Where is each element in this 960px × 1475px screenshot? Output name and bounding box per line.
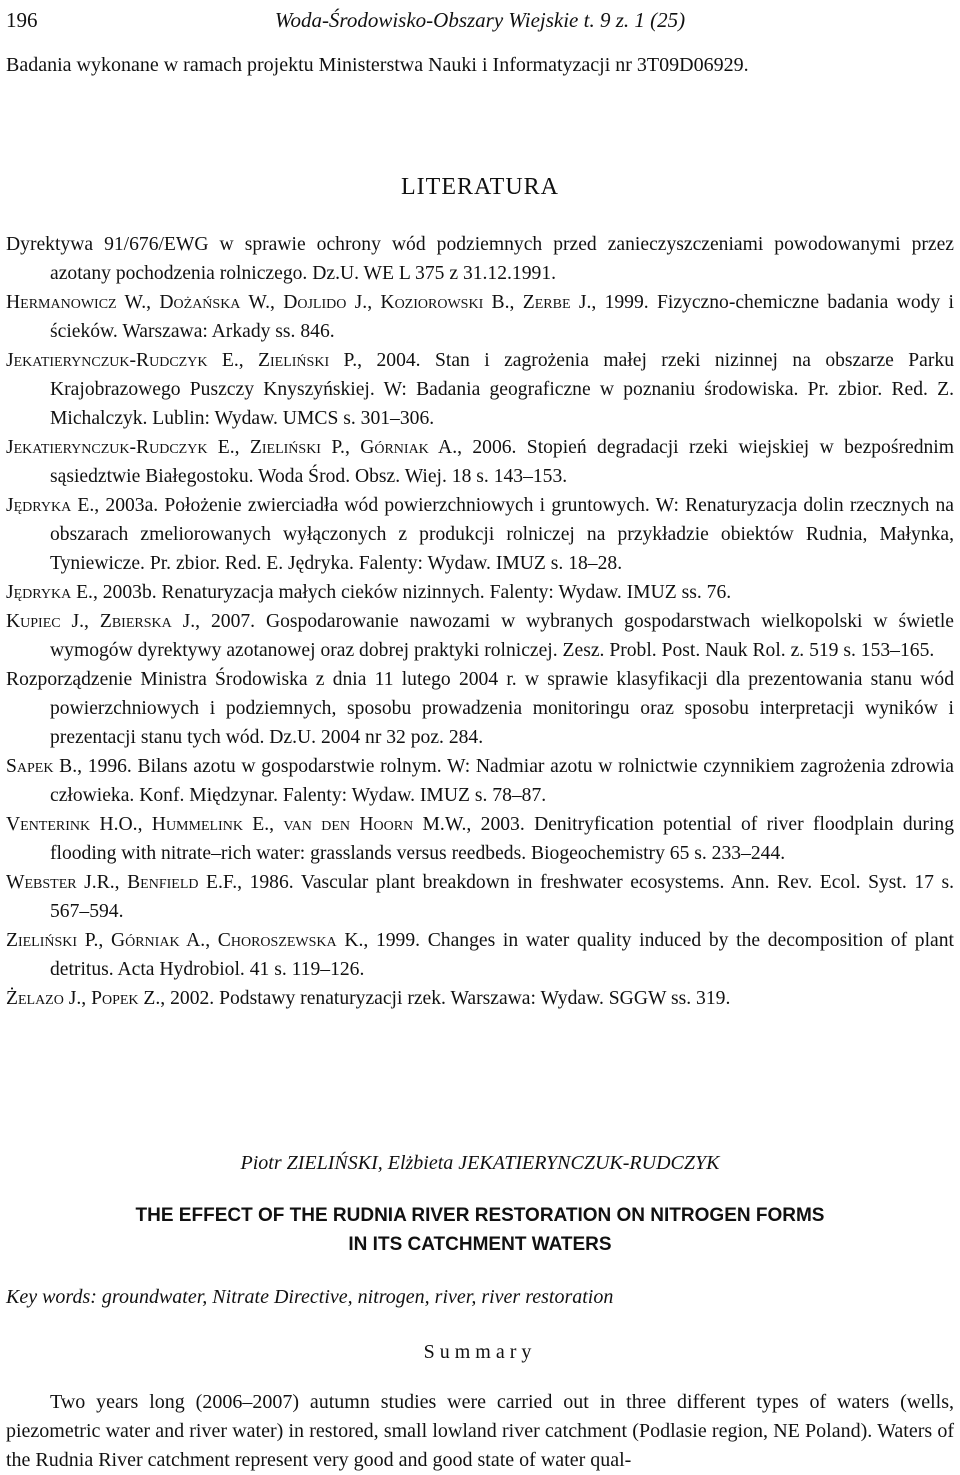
running-header <box>6 4 954 38</box>
reference-item <box>6 926 954 984</box>
reference-authors: Jędryka E. <box>6 582 93 603</box>
summary-heading: Summary <box>423 1341 537 1363</box>
reference-list <box>6 230 954 1013</box>
reference-details: , 1986. Vascular plant breakdown in freshwater ecosystems. Ann. Rev. Ecol. Syst. 17 s. 567–594. <box>50 872 954 922</box>
reference-details: , 2003. Denitryfication potential of river floodplain during flooding with nitrate–rich water: grasslands versus reedbeds. Biogeochemistry 65 s. 233–244. <box>50 814 954 864</box>
reference-details: , 1999. Changes in water quality induced by the decomposition of plant detritus. Acta Hydrobiol. 41 s. 119–126. <box>50 930 954 980</box>
reference-authors: Jędryka E. <box>6 495 95 516</box>
reference-details: , 2006. Stopień degradacji rzeki wiejskiej w bezpośrednim sąsiedztwie Białegostoku. Woda Środ. Obsz. Wiej. 18 s. 143–153. <box>50 437 954 487</box>
reference-details: , 2004. Stan i zagrożenia małej rzeki nizinnej na obszarze Parku Krajobrazowego Puszczy Knyszyńskiej. W: Badania geograficzne w poznaniu środowiska. Pr. zbior. Red. Z. Michalczyk. Lublin: Wydaw. UMCS s. 301–306. <box>50 350 954 429</box>
literature-heading: LITERATURA <box>401 174 559 200</box>
summary-text: Two years long (2006–2007) autumn studies were carried out in three different types of waters (wells, piezometric water and river water) in restored, small lowland river catchment (Podlasie region, NE Poland). Waters of the Rudnia River catchment represent very good and good state of water qual- <box>6 1391 954 1471</box>
english-title-line-1: THE EFFECT OF THE RUDNIA RIVER RESTORATION ON NITROGEN FORMS <box>135 1205 825 1226</box>
reference-item <box>6 578 954 607</box>
reference-details: , 1999. Fizyczno-chemiczne badania wody i ścieków. Warszawa: Arkady ss. 846. <box>50 292 954 342</box>
reference-item <box>6 433 954 491</box>
reference-item <box>6 752 954 810</box>
reference-authors: Sapek B. <box>6 756 78 777</box>
english-authors: Piotr ZIELIŃSKI, Elżbieta JEKATIERYNCZUK-RUDCZYK <box>240 1152 720 1174</box>
reference-item <box>6 868 954 926</box>
reference-details: , 2003b. Renaturyzacja małych cieków nizinnych. Falenty: Wydaw. IMUZ ss. 76. <box>92 582 732 603</box>
reference-authors: Jekatierynczuk-Rudczyk E., Zieliński P., Górniak A. <box>6 437 458 458</box>
reference-details: , 2003a. Położenie zwierciadła wód powierzchniowych i gruntowych. W: Renaturyzacja dolin rzecznych na obszarach zmeliorowanych wyłączonych z produkcji rolniczej na przykładzie obiektów Rudnia, Małynka, Tyniewicze. Pr. zbior. Red. E. Jędryka. Falenty: Wydaw. IMUZ s. 18–28. <box>50 495 954 574</box>
reference-item <box>6 665 954 752</box>
reference-authors: Webster J.R., Benfield E.F. <box>6 872 238 893</box>
reference-authors: Kupiec J., Zbierska J. <box>6 611 196 632</box>
reference-item <box>6 230 954 288</box>
english-title-line-2: IN ITS CATCHMENT WATERS <box>348 1234 612 1255</box>
reference-item <box>6 346 954 433</box>
english-title <box>0 1201 960 1259</box>
reference-authors: Żelazo J., Popek Z. <box>6 988 161 1009</box>
funding-acknowledgement: Badania wykonane w ramach projektu Ministerstwa Nauki i Informatyzacji nr 3T09D06929. <box>6 54 749 76</box>
reference-authors: Hermanowicz W., Dożańska W., Dojlido J., Koziorowski B., Zerbe J. <box>6 292 592 313</box>
reference-item <box>6 491 954 578</box>
keywords: Key words: groundwater, Nitrate Directive, nitrogen, river, river restoration <box>6 1286 614 1308</box>
reference-item <box>6 607 954 665</box>
journal-title: Woda-Środowisko-Obszary Wiejskie t. 9 z. 1 (25) <box>274 8 686 32</box>
reference-details: Rozporządzenie Ministra Środowiska z dnia 11 lutego 2004 r. w sprawie klasyfikacji dla prezentowania stanu wód powierzchniowych i podziemnych, sposobu prowadzenia monitoringu oraz sposobu interpretacji wyników i prezentacji stanu tych wód. Dz.U. 2004 nr 32 poz. 284. <box>6 669 954 748</box>
reference-details: , 2007. Gospodarowanie nawozami w wybranych gospodarstwach wielkopolski w świetle wymogów dyrektywy azotanowej oraz dobrej praktyki rolniczej. Zesz. Probl. Post. Nauk Rol. z. 519 s. 153–165. <box>50 611 954 661</box>
reference-details: Dyrektywa 91/676/EWG w sprawie ochrony wód podziemnych przed zanieczyszczeniami powodowanymi przez azotany pochodzenia rolniczego. Dz.U. WE L 375 z 31.12.1991. <box>6 234 954 284</box>
reference-authors: Jekatierynczuk-Rudczyk E., Zieliński P. <box>6 350 358 371</box>
reference-authors: Venterink H.O., Hummelink E., van den Hoorn M.W. <box>6 814 467 835</box>
reference-item <box>6 288 954 346</box>
reference-details: , 1996. Bilans azotu w gospodarstwie rolnym. W: Nadmiar azotu w rolnictwie czynnikiem zagrożenia zdrowia człowieka. Konf. Międzynar. Falenty: Wydaw. IMUZ s. 78–87. <box>50 756 954 806</box>
reference-details: , 2002. Podstawy renaturyzacji rzek. Warszawa: Wydaw. SGGW ss. 319. <box>160 988 731 1009</box>
reference-item <box>6 984 954 1013</box>
reference-authors: Zieliński P., Górniak A., Choroszewska K. <box>6 930 364 951</box>
reference-item <box>6 810 954 868</box>
page-number: 196 <box>6 8 38 32</box>
